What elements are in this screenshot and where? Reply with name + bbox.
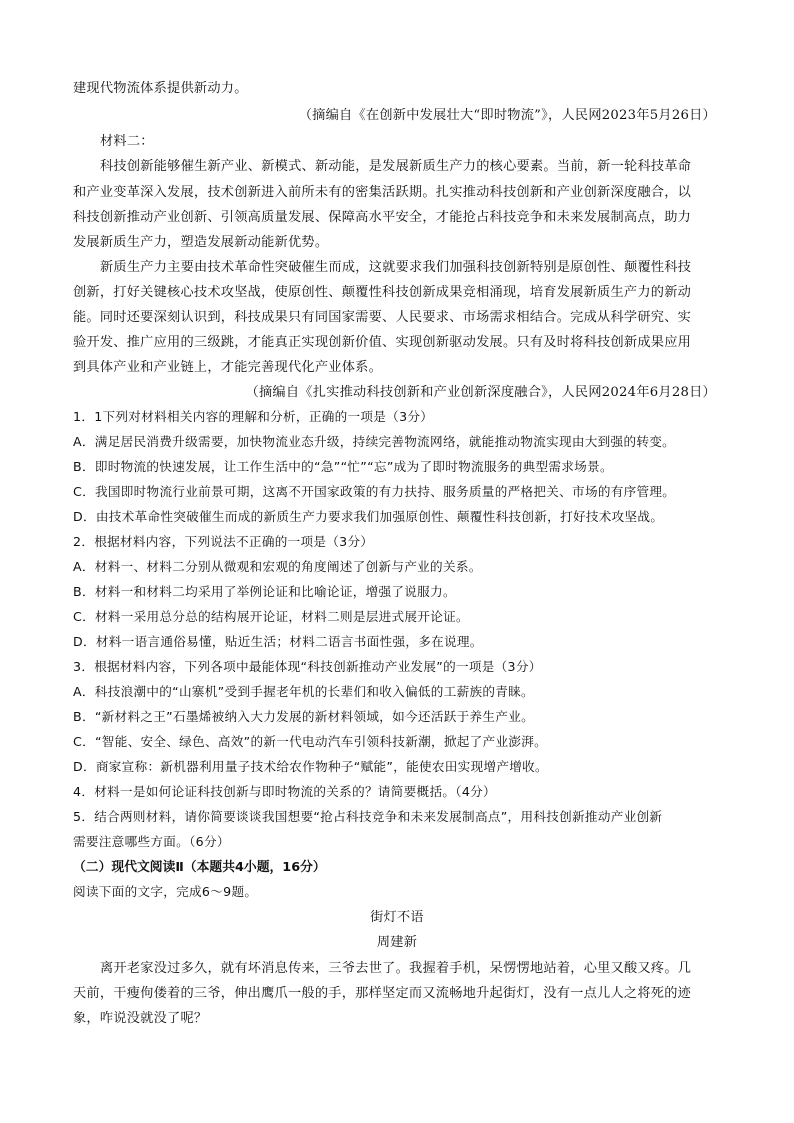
question-3-option-d: D．商家宣称：新机器利用量子技术给农作物种子“赋能”，能使农田实现增产增收。: [73, 759, 548, 774]
question-5-line-2: 需要注意哪些方面。（6分）: [73, 834, 230, 849]
question-1-option-a: A．满足居民消费升级需要，加快物流业态升级，持续完善物流网络，就能推动物流实现由大到强的转变。: [73, 434, 676, 449]
question-3-option-a: A．科技浪潮中的“山寨机”受到手握老年机的长辈们和收入偏低的工薪族的青睐。: [73, 684, 534, 699]
question-1-option-c: C．我国即时物流行业前景可期，这离不开国家政策的有力扶持、服务质量的严格把关、市场的有序管理。: [73, 484, 676, 499]
material-two-paragraph-1-line-2: 和产业变革深入发展，技术创新进入前所未有的密集活跃期。扎实推动科技创新和产业创新深度融合，以: [73, 185, 692, 200]
question-5-line-1: 5．结合两则材料，请你简要谈谈我国想要“抢占科技竞争和未来发展制高点”，用科技创新推动产业创新: [73, 809, 663, 824]
story-author: 周建新: [376, 935, 418, 950]
story-title: 街灯不语: [370, 910, 424, 925]
question-3: 3．根据材料内容，下列各项中最能体现“科技创新推动产业发展”的一项是（3分）: [73, 659, 542, 674]
question-2-option-c: C．材料一采用总分总的结构展开论证，材料二则是层进式展开论证。: [73, 609, 469, 624]
question-4: 4．材料一是如何论证科技创新与即时物流的关系的？请简要概括。（4分）: [73, 784, 496, 799]
story-paragraph-1-line-2: 天前，干瘦佝偻着的三爷，伸出鹰爪一般的手，那样坚定而又流畅地升起街灯，没有一点儿人之将死的迹: [73, 986, 692, 1001]
question-2-option-d: D．材料一语言通俗易懂，贴近生活；材料二语言书面性强，多在说理。: [73, 634, 483, 649]
story-paragraph-1-line-3: 象，咋说没就没了呢？: [73, 1011, 208, 1026]
question-2: 2．根据材料内容，下列说法不正确的一项是（3分）: [73, 534, 374, 549]
question-1: 1．1下列对材料相关内容的理解和分析，正确的一项是（3分）: [73, 409, 434, 424]
material-two-paragraph-1-line-1: 科技创新能够催生新产业、新模式、新动能，是发展新质生产力的核心要素。当前，新一轮科技革命: [100, 159, 692, 174]
material-two-paragraph-1-line-3: 科技创新推动产业创新、引领高质量发展、保障高水平安全，才能抢占科技竞争和未来发展制高点，助力: [73, 210, 692, 225]
material-two-paragraph-2-line-2: 创新，打好关键核心技术攻坚战，使原创性、颠覆性科技创新成果竞相涌现，培育发展新质生产力的新动: [73, 285, 692, 300]
question-2-option-b: B．材料一和材料二均采用了举例论证和比喻论证，增强了说服力。: [73, 584, 456, 599]
story-paragraph-1-line-1: 离开老家没过多久，就有坏消息传来，三爷去世了。我握着手机，呆愣愣地站着，心里又酸又疼。几: [100, 961, 692, 976]
material-two-paragraph-2-line-3: 能。同时还要深刻认识到，科技成果只有同国家需要、人民要求、市场需求相结合。完成从科学研究、实: [73, 310, 692, 325]
material-one-closing-line: 建现代物流体系提供新动力。: [73, 81, 248, 96]
question-3-option-b: B．“新材料之王”石墨烯被纳入大力发展的新材料领域，如今还活跃于养生产业。: [73, 709, 534, 724]
section-instructions: 阅读下面的文字，完成6～9题。: [73, 884, 258, 899]
section-heading: （二）现代文阅读Ⅱ（本题共4小题，16分）: [73, 860, 326, 875]
question-3-option-c: C．“智能、安全、绿色、高效”的新一代电动汽车引领科技新潮，掀起了产业澎湃。: [73, 734, 548, 749]
question-2-option-a: A．材料一、材料二分别从微观和宏观的角度阐述了创新与产业的关系。: [73, 559, 482, 574]
material-two-label: 材料二：: [100, 134, 154, 149]
material-one-source: （摘编自《在创新中发展壮大“即时物流”》，人民网2023年5月26日）: [298, 108, 716, 123]
question-1-option-d: D．由技术革命性突破催生而成的新质生产力要求我们加强原创性、颠覆性科技创新，打好技术攻坚战。: [73, 509, 664, 524]
material-two-paragraph-2-line-5: 到具体产业和产业链上，才能完善现代化产业体系。: [73, 360, 383, 375]
material-two-paragraph-2-line-1: 新质生产力主要由技术革命性突破催生而成，这就要求我们加强科技创新特别是原创性、颠覆性科技: [100, 260, 692, 275]
material-two-paragraph-1-line-4: 发展新质生产力，塑造发展新动能新优势。: [73, 235, 329, 250]
question-1-option-b: B．即时物流的快速发展，让工作生活中的“急”“忙”“忘”成为了即时物流服务的典型需求场景。: [73, 459, 613, 474]
material-two-paragraph-2-line-4: 验开发、推广应用的三级跳，才能真正实现创新价值、实现创新驱动发展。只有及时将科技创新成果应用: [73, 335, 692, 350]
material-two-source: （摘编自《扎实推动科技创新和产业创新深度融合》，人民网2024年6月28日）: [245, 385, 716, 400]
